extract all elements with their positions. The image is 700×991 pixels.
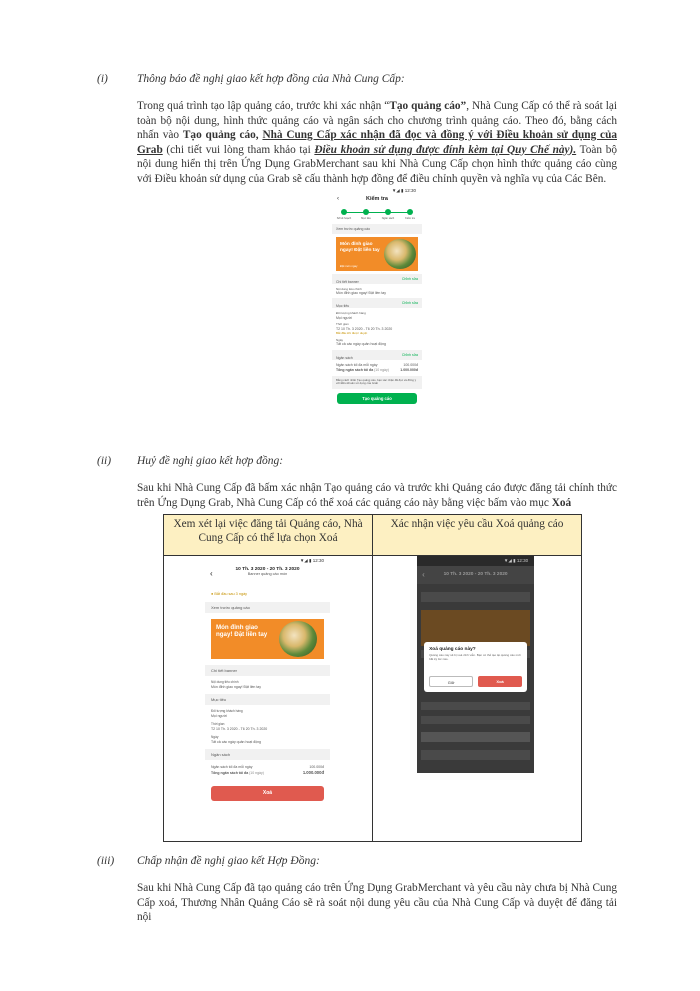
ad-banner-preview: [211, 619, 324, 659]
target-details: Đối tượng khách hàng Mọi người Thời gian T2 10 Th. 3 2020 - T6 20 Th. 3 2020 Ngày Tất cả các ngày quản hoạt động: [211, 709, 268, 744]
section-i-paragraph: Trong quá trình tạo lập quảng cáo, trước khi xác nhận “Tạo quảng cáo”, Nhà Cung Cấp có thể rà soát lại toàn bộ nội dung, hình thức quảng cáo và ngân sách cho chương trình quảng cáo. Theo đó, bằng cách nhấn vào Tạo quảng cáo, Nhà Cung Cấp xác nhận đã đọc và đồng ý với Điều khoản sử dụng của Grab (chi tiết vui lòng tham khảo tại Điều khoản sử dụng được đính kèm tại Quy Chế này). Toàn bộ nội dung hiển thị trên Ứng Dụng GrabMerchant sau khi Nhà Cung Cấp chọn hình thức quảng cáo cùng với Điều khoản sử dụng của Grab sẽ cấu thành hợp đồng để điều chỉnh quyền và nghĩa vụ của Các Bên.: [137, 100, 617, 185]
screen-title: Kiểm tra: [365, 196, 388, 202]
phone-screenshot-delete-confirm: [417, 556, 534, 773]
budget-details: Ngân sách tối đa mỗi ngày 100.000đ Tổng ngân sách tối đa (10 ngày) 1.000.000đ: [336, 362, 418, 372]
screen-title: 10 Th. 3 2020 - 20 Th. 3 2020: [235, 567, 300, 572]
status-bar: ▼◢ ▮ 12:30: [391, 188, 416, 193]
status-bar: ▼◢ ▮ 12:30: [299, 558, 324, 563]
back-arrow-icon[interactable]: ‹: [210, 569, 213, 578]
edit-link[interactable]: Chỉnh sửa: [401, 301, 418, 305]
status-badge: ● Bắt đầu sau 3 ngày: [211, 592, 248, 596]
table-cell: [373, 556, 582, 842]
status-bar: ▼◢ ▮ 12:30: [417, 556, 534, 566]
section-heading: Huỷ đề nghị giao kết hợp đồng:: [137, 455, 284, 467]
banner-text: Món đỉnh giao ngay! Đặt liền tay: [340, 242, 380, 253]
preview-label: Xem trước quảng cáo: [332, 224, 422, 234]
back-arrow-icon[interactable]: ‹: [337, 196, 339, 202]
banner-details: Nội dung tiêu chính Món đỉnh giao ngay! Đặt liền tay: [211, 680, 262, 689]
step-label: Kiểm tra: [405, 217, 415, 220]
phone-screenshot-create-ad: [332, 186, 422, 438]
screen-header: [332, 196, 422, 208]
terms-notice: Bằng cách nhấn Tạo quảng cáo, bạn xác nhận đã đọc và đồng ý với Điều khoản sử dụng của Grab: [332, 376, 422, 389]
section-heading: Thông báo đề nghị giao kết hợp đồng của Nhà Cung Cấp:: [137, 73, 405, 85]
budget-details: Ngân sách tối đa mỗi ngày 100.000đ Tổng ngân sách tối đa (10 ngày) 1.000.000đ: [211, 765, 324, 775]
section-heading: Chấp nhận đề nghị giao kết Hợp Đồng:: [137, 855, 320, 867]
step-dot: [407, 209, 413, 215]
table-cell: [164, 556, 373, 842]
keep-button[interactable]: Giữ: [429, 676, 473, 687]
delete-button[interactable]: Xoá: [211, 786, 324, 801]
banner-text: Món đỉnh giao ngay! Đặt liền tay: [216, 624, 268, 638]
table-header: Xem xét lại việc đăng tải Quảng cáo, Nhà Cung Cấp có thể lựa chọn Xoá: [164, 515, 373, 556]
banner-details: Nội dung tiêu chính Món đỉnh giao ngay! Đặt liền tay: [336, 287, 387, 295]
create-ad-button[interactable]: Tạo quảng cáo: [337, 393, 417, 404]
screen-subtitle: Banner quảng cáo món: [247, 572, 288, 576]
target-details: Đối tượng khách hàng Mọi người Thời gian T2 10 Th. 3 2020 - T6 20 Th. 3 2020 Bắt đầu khi được duyệt Ngày Tất cả các ngày quản hoạt động: [336, 311, 393, 346]
target-section-header: Mục tiêu Chỉnh sửa: [332, 298, 422, 308]
edit-link[interactable]: Chỉnh sửa: [401, 277, 418, 281]
section-number: (iii): [97, 855, 115, 867]
table-header: Xác nhận việc yêu cầu Xoá quảng cáo: [373, 515, 582, 556]
step-label: Mục tiêu: [361, 217, 371, 220]
target-section-header: Mục tiêu: [205, 694, 330, 705]
regulation-link[interactable]: Điều khoản sử dụng được đính kèm tại Quy Chế này).: [314, 143, 577, 156]
step-label: Ngân sách: [381, 217, 395, 220]
section-number: (i): [97, 73, 108, 85]
food-image: [279, 621, 317, 657]
dialog-body: Quảng cáo này sẽ bị xoá vĩnh viễn. Bạn có thể tạo lại quảng cáo mới bất kỳ lúc nào.: [429, 653, 521, 661]
section-number: (ii): [97, 455, 112, 467]
step-dot: [341, 209, 347, 215]
phone-screenshot-ad-detail: [205, 556, 330, 840]
banner-section-header: Chi tiết banner: [205, 665, 330, 676]
budget-section-header: Ngân sách: [205, 749, 330, 760]
step-dot: [385, 209, 391, 215]
preview-label: Xem trước quảng cáo: [205, 602, 330, 613]
ad-banner-preview: [336, 237, 418, 271]
edit-link[interactable]: Chỉnh sửa: [401, 352, 418, 357]
section-iii-paragraph: Sau khi Nhà Cung Cấp đã tạo quảng cáo trên Ứng Dụng GrabMerchant và yêu cầu này chưa bị Nhà Cung Cấp xoá, Thương Nhân Quảng Cáo sẽ rà soát nội dung yêu cầu của Nhà Cung Cấp và duyệt để đăng tải nội: [137, 882, 617, 923]
delete-confirm-dialog: [424, 642, 527, 692]
section-ii-paragraph: Sau khi Nhà Cung Cấp đã bấm xác nhận Tạo quảng cáo và trước khi Quảng cáo được đăng tải chính thức trên Ứng Dụng Grab, Nhà Cung Cấp có thể xoá các quảng cáo này bằng việc bấm vào mục Xoá: [137, 482, 617, 509]
dialog-title: Xoá quảng cáo này?: [429, 647, 476, 652]
banner-cta: Đặt món ngay: [340, 264, 358, 268]
step-dot: [363, 209, 369, 215]
dimmed-header: ‹ 10 Th. 3 2020 - 20 Th. 3 2020: [417, 566, 534, 584]
terms-link[interactable]: Nhà Cung Cấp xác nhận đã đọc và đồng ý với Điều khoản sử dụng của Grab: [137, 129, 617, 156]
screen-header: [205, 566, 330, 588]
back-arrow-icon: ‹: [422, 570, 425, 579]
progress-steps: [332, 208, 422, 224]
food-image: [384, 239, 416, 269]
confirm-delete-button[interactable]: Xoá: [478, 676, 522, 687]
banner-section-header: Chi tiết banner Chỉnh sửa: [332, 274, 422, 284]
budget-section-header: Ngân sách Chỉnh sửa: [332, 350, 422, 360]
comparison-table: [163, 514, 582, 842]
step-label: Số kế hoạch: [336, 217, 352, 220]
dimmed-banner: [421, 610, 530, 646]
